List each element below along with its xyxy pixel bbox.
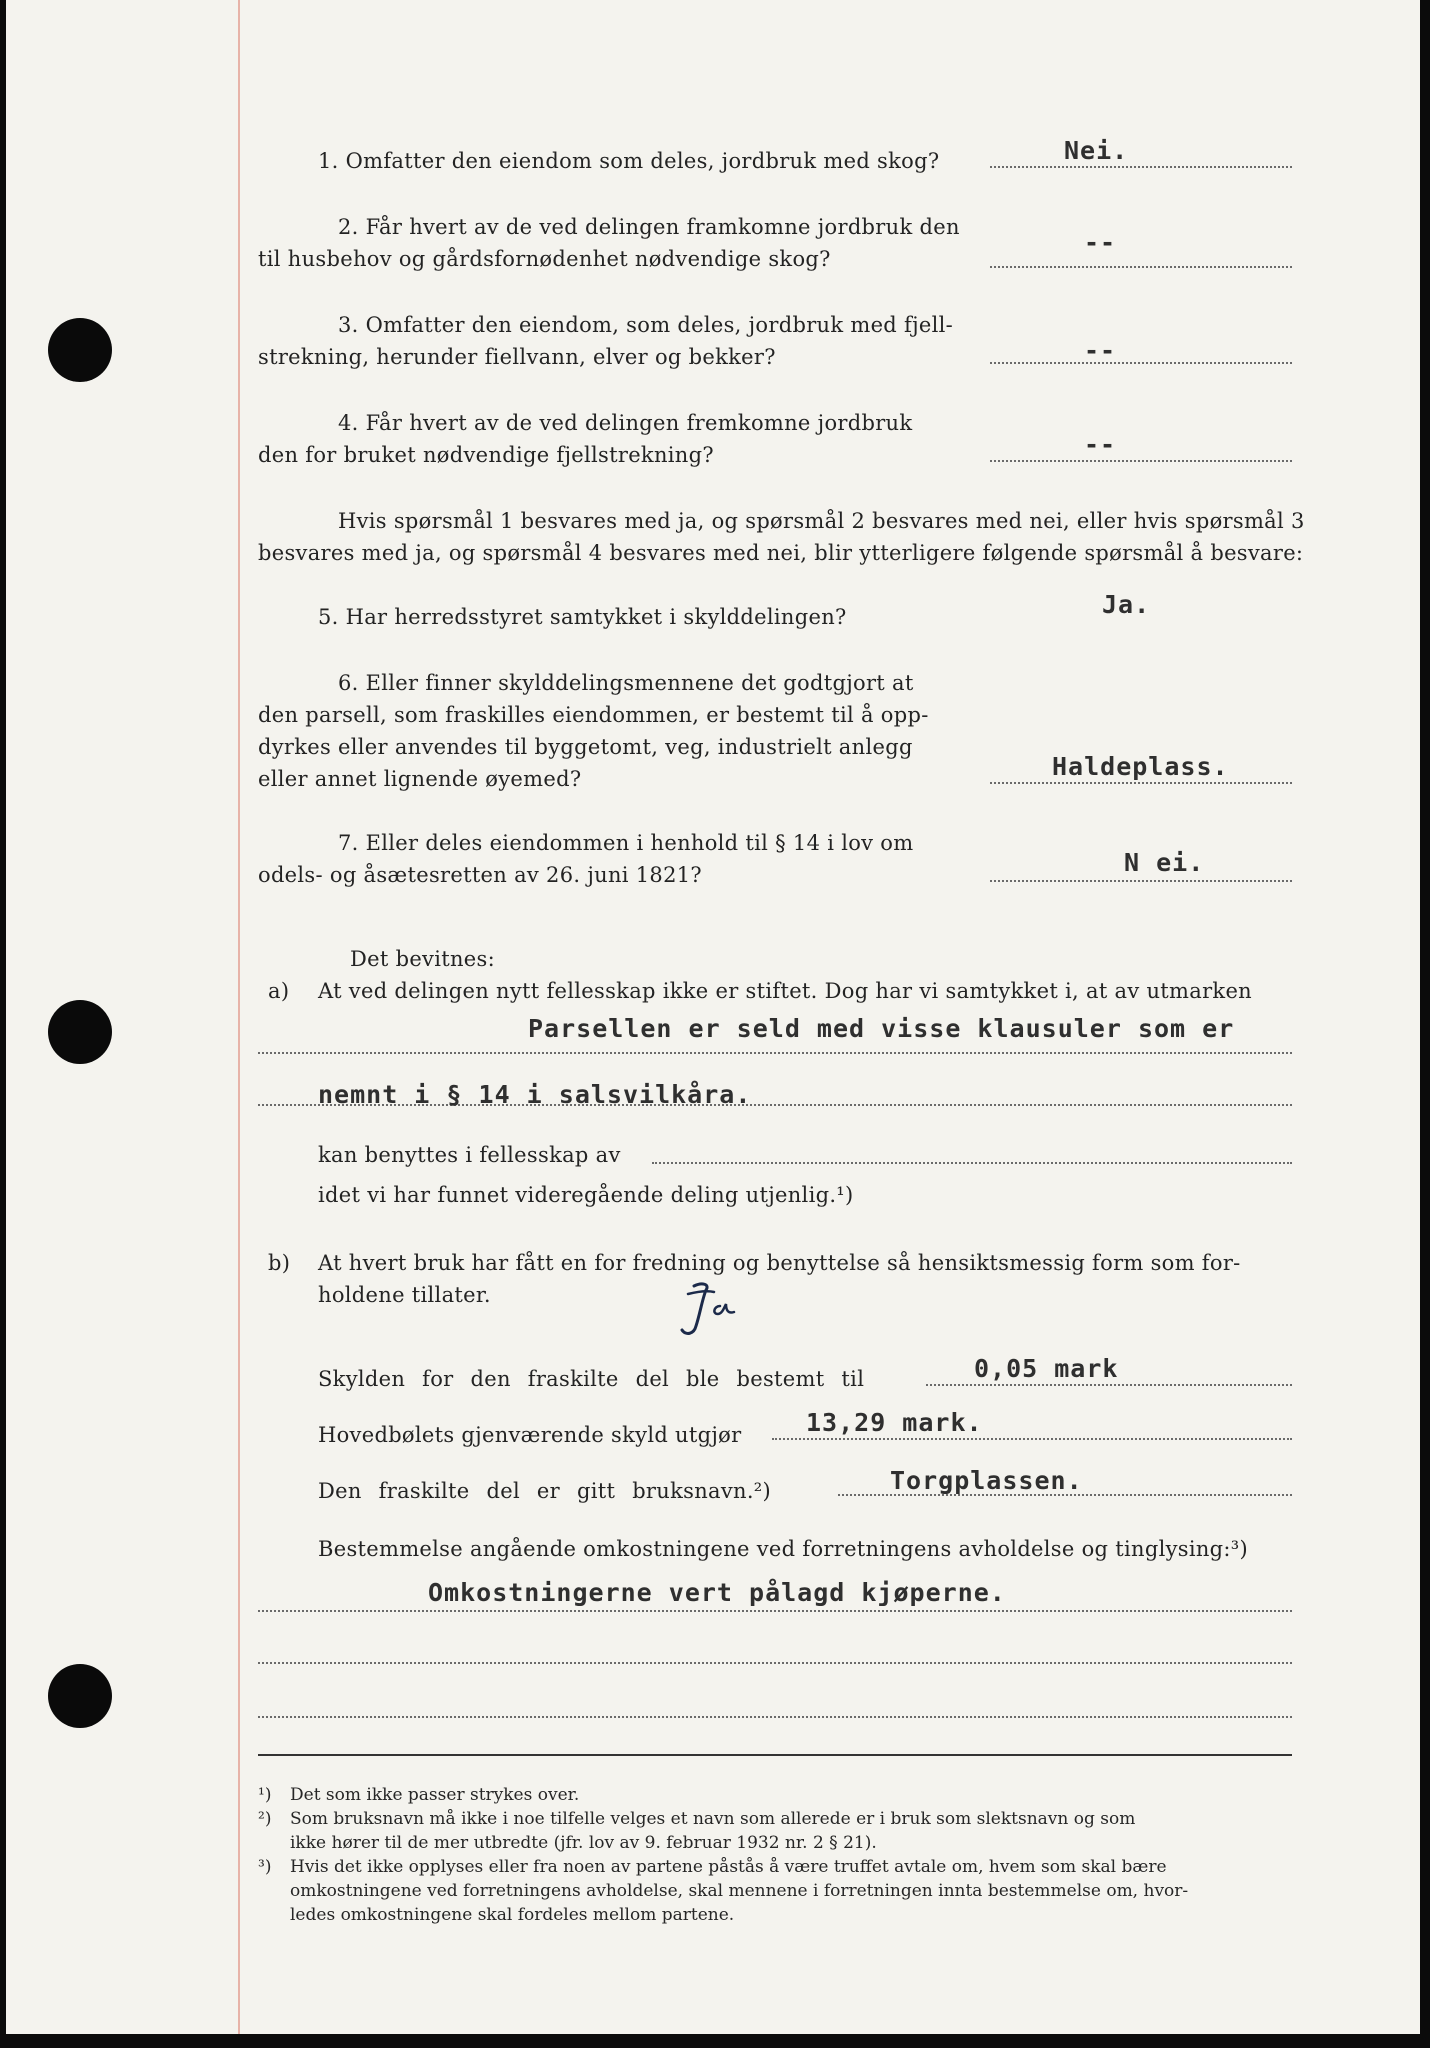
- fill-line: [652, 1162, 1292, 1164]
- question-2-text: 2. Får hvert av de ved delingen framkomne jordbruk den: [338, 215, 960, 239]
- question-6-text-cont: dyrkes eller anvendes til byggetomt, veg, industrielt anlegg: [258, 735, 913, 759]
- question-6-answer: Haldeplass.: [1052, 752, 1229, 781]
- fill-line: [258, 1662, 1292, 1664]
- instruction-text: Hvis spørsmål 1 besvares med ja, og spørsmål 2 besvares med nei, eller hvis spørsmål 3: [338, 509, 1305, 533]
- question-6-text-cont: eller annet lignende øyemed?: [258, 767, 582, 791]
- question-3-answer: --: [1084, 336, 1117, 365]
- cost-value: Omkostningerne vert pålagd kjøperne.: [428, 1578, 1006, 1607]
- question-5-answer: Ja.: [1102, 590, 1151, 619]
- question-3-text-cont: strekning, herunder fiellvann, elver og bekker?: [258, 345, 776, 369]
- cost-label: Bestemmelse angående omkostningene ved forretningens avholdelse og tinglysing:³): [318, 1537, 1248, 1561]
- footnote-3-text-cont: ledes omkostningene skal fordeles mellom partene.: [290, 1905, 735, 1925]
- footnote-3-text-cont: omkostningene ved forretningens avholdelse, skal mennene i forretningen innta bestemmelse om, hvor-: [290, 1881, 1189, 1901]
- punch-hole: [48, 318, 112, 382]
- question-7-text: 7. Eller deles eiendommen i henhold til § 14 i lov om: [338, 831, 914, 855]
- instruction-text-cont: besvares med ja, og spørsmål 4 besvares med nei, blir ytterligere følgende spørsmål å besvare:: [258, 541, 1304, 565]
- clause-a-text: At ved delingen nytt fellesskap ikke er stiftet. Dog har vi samtykket i, at av utmarken: [318, 979, 1253, 1003]
- footnote-3-text: Hvis det ikke opplyses eller fra noen av partene påstås å være truffet avtale om, hvem som skal bære: [290, 1857, 1167, 1877]
- skyld-value: 0,05 mark: [974, 1354, 1119, 1383]
- footnote-1-text: Det som ikke passer strykes over.: [290, 1785, 580, 1805]
- answer-line: [990, 362, 1292, 364]
- hovedbol-label: Hovedbølets gjenværende skyld utgjør: [318, 1423, 742, 1447]
- question-4-text: 4. Får hvert av de ved delingen fremkomne jordbruk: [338, 411, 913, 435]
- question-4-text-cont: den for bruket nødvendige fjellstrekning?: [258, 443, 714, 467]
- clause-b-text: At hvert bruk har fått en for fredning og benyttelse så hensiktsmessig form som for-: [318, 1251, 1241, 1275]
- punch-hole: [48, 1664, 112, 1728]
- question-7-answer: N ei.: [1124, 848, 1205, 877]
- clause-a-label: a): [268, 979, 290, 1003]
- common-use-label: kan benyttes i fellesskap av: [318, 1143, 621, 1167]
- punch-hole: [48, 1000, 112, 1064]
- footnote-1-mark: ¹): [258, 1785, 272, 1805]
- clause-a-typed-line-2: nemnt i § 14 i salsvilkåra.: [318, 1080, 752, 1109]
- answer-line: [990, 880, 1292, 882]
- footnote-2-text-cont: ikke hører til de mer utbredte (jfr. lov av 9. februar 1932 nr. 2 § 21).: [290, 1833, 877, 1853]
- footnote-separator: [258, 1754, 1292, 1756]
- skyld-label: Skylden for den fraskilte del ble bestemt til: [318, 1367, 865, 1391]
- question-7-text-cont: odels- og åsætesretten av 26. juni 1821?: [258, 863, 702, 887]
- question-2-answer: --: [1084, 228, 1117, 257]
- footnote-2-text: Som bruksnavn må ikke i noe tilfelle velges et navn som allerede er i bruk som slektsnavn og som: [290, 1809, 1136, 1829]
- question-6-text: 6. Eller finner skylddelingsmennene det godtgjort at: [338, 671, 914, 695]
- handwritten-ja: [672, 1280, 752, 1345]
- question-6-text-cont: den parsell, som fraskilles eiendommen, er bestemt til å opp-: [258, 703, 929, 727]
- clause-a-typed-line-1: Parsellen er seld med visse klausuler som er: [528, 1014, 1235, 1043]
- question-1-answer: Nei.: [1064, 136, 1129, 165]
- fill-line: [258, 1610, 1292, 1612]
- question-4-answer: --: [1084, 430, 1117, 459]
- answer-line: [990, 166, 1292, 168]
- question-1-text: 1. Omfatter den eiendom som deles, jordbruk med skog?: [318, 149, 940, 173]
- bruksnavn-label: Den fraskilte del er gitt bruksnavn.²): [318, 1479, 772, 1503]
- margin-line: [238, 0, 240, 2034]
- fill-line: [926, 1384, 1292, 1386]
- hovedbol-value: 13,29 mark.: [806, 1408, 983, 1437]
- fill-line: [772, 1438, 1292, 1440]
- question-5-text: 5. Har herredsstyret samtykket i skylddelingen?: [318, 605, 847, 629]
- fill-line: [258, 1052, 1292, 1054]
- answer-line: [990, 266, 1292, 268]
- question-3-text: 3. Omfatter den eiendom, som deles, jordbruk med fjell-: [338, 313, 954, 337]
- fill-line: [258, 1716, 1292, 1718]
- footnote-3-mark: ³): [258, 1857, 272, 1877]
- clause-a-closing: idet vi har funnet videregående deling utjenlig.¹): [318, 1183, 854, 1207]
- footnote-2-mark: ²): [258, 1809, 272, 1829]
- clause-b-label: b): [268, 1251, 291, 1275]
- clause-b-text-cont: holdene tillater.: [318, 1283, 491, 1307]
- answer-line: [990, 782, 1292, 784]
- answer-line: [990, 460, 1292, 462]
- question-2-text-cont: til husbehov og gårdsfornødenhet nødvendige skog?: [258, 247, 831, 271]
- bruksnavn-value: Torgplassen.: [890, 1466, 1083, 1495]
- attest-heading: Det bevitnes:: [350, 947, 495, 971]
